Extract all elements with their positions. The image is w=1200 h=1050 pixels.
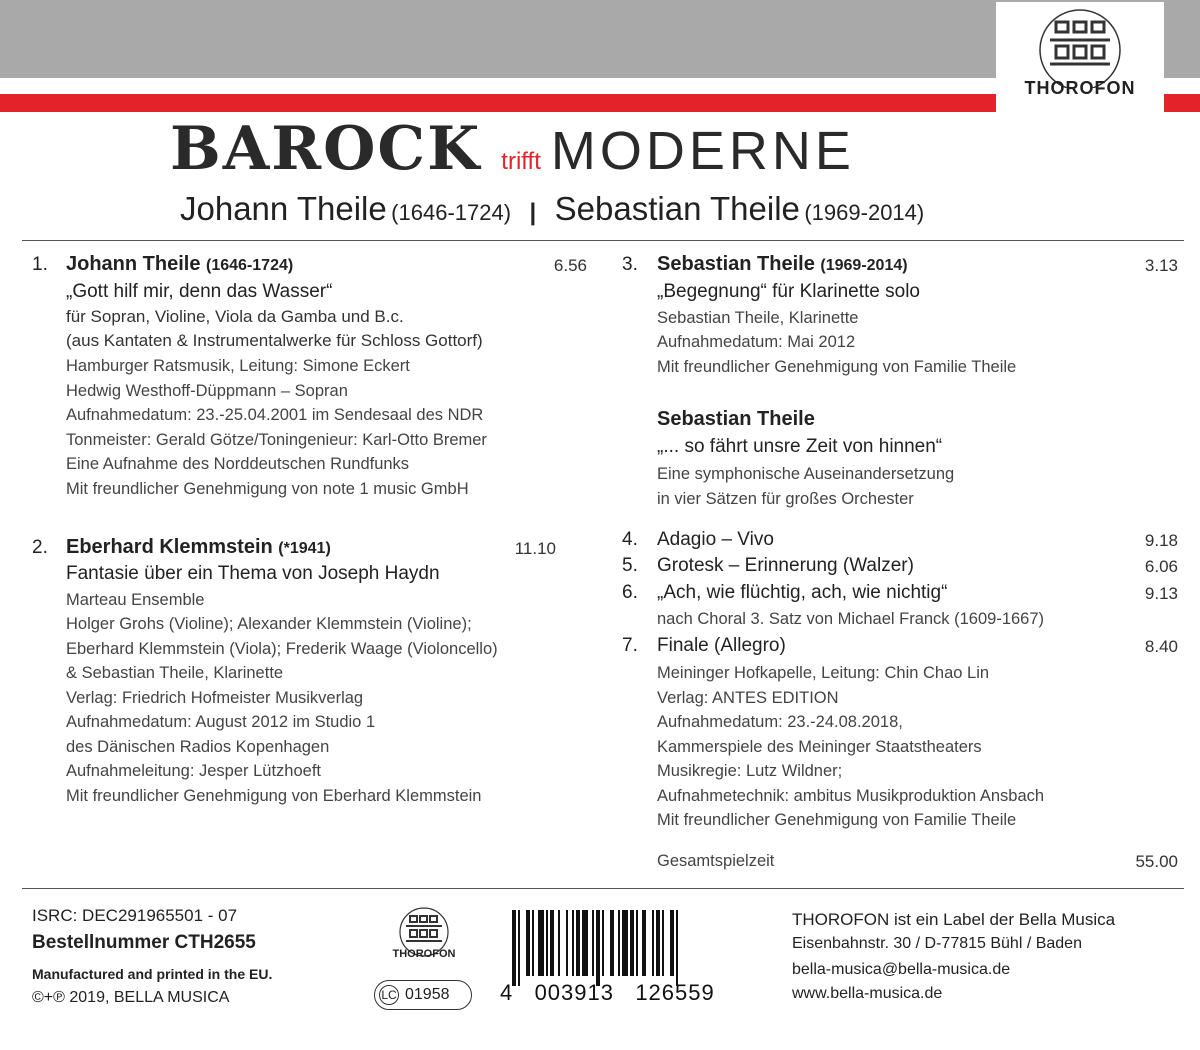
barcode-bar [610,910,614,976]
barcode-bar [622,910,628,976]
email-link[interactable]: bella-musica@bella-musica.de [792,961,1011,978]
barcode-bar [546,910,548,976]
title-part1: BAROCK [170,114,482,184]
title-connector: trifft [501,148,541,175]
barcode-bar [656,910,660,976]
track3-composer: Sebastian Theile (1969-2014) [657,253,908,275]
small-logo-text: THOROFON [392,948,456,960]
small-thorofon-logo [374,906,474,966]
barcode-bar [532,910,534,976]
track2-info: & Sebastian Theile, Klarinette [66,664,284,682]
symphony-credit: Kammerspiele des Meininger Staatstheaters [657,738,982,756]
symphony-credit: Musikregie: Lutz Wildner; [657,762,843,780]
track3-duration: 3.13 [1144,256,1178,275]
address-line: Eisenbahnstr. 30 / D-77815 Bühl / Baden [792,935,1082,952]
barcode-bar [602,910,604,976]
track3-info: Sebastian Theile, Klarinette [657,309,859,327]
subtitle-dates2: (1969-2014) [804,200,925,225]
track1-info: Mit freundlicher Genehmigung von note 1 music GmbH [66,480,469,498]
barcode-bar [538,910,544,976]
barcode [500,910,758,1005]
track2-info: des Dänischen Radios Kopenhagen [66,738,330,756]
label-line: THOROFON ist ein Label der Bella Musica [792,910,1116,929]
track6-note: nach Choral 3. Satz von Michael Franck (1609-1667) [657,610,1045,628]
track3-work: „Begegnung“ für Klarinette solo [657,281,920,302]
subtitle-composer1: Johann Theile [180,190,387,227]
logo-text: THOROFON [1024,78,1136,98]
barcode-bar [592,910,594,976]
track3-info: Aufnahmedatum: Mai 2012 [657,333,856,351]
track5-duration: 6.06 [1144,557,1178,576]
track1-sub1: für Sopran, Violine, Viola da Gamba und B.c. [66,307,404,326]
track2-info: Aufnahmedatum: August 2012 im Studio 1 [66,713,376,731]
track3-number: 3. [622,254,638,275]
rule-bottom [22,888,1184,889]
track1-info: Hamburger Ratsmusik, Leitung: Simone Eckert [66,357,410,375]
track5-number: 5. [622,555,638,576]
symphony-credit: Mit freundlicher Genehmigung von Familie Theile [657,811,1017,829]
lc-code-badge [374,980,472,1010]
symphony-credit: Aufnahmetechnik: ambitus Musikproduktion Ansbach [657,787,1045,805]
barcode-bar [526,910,530,976]
order-number: Bestellnummer CTH2655 [32,932,256,953]
track2-duration: 11.10 [514,539,556,558]
symphony-credit: Meininger Hofkapelle, Leitung: Chin Chao Lin [657,664,990,682]
barcode-bar [630,910,634,976]
barcode-bar [596,910,600,986]
symphony-info: Eine symphonische Auseinandersetzung [657,465,955,483]
track2-composer: Eberhard Klemmstein (*1941) [66,536,331,558]
track1-info: Tonmeister: Gerald Götze/Toningenieur: Karl-Otto Bremer [66,431,487,449]
symphony-composer: Sebastian Theile [657,408,815,430]
track5-title: Grotesk – Erinnerung (Walzer) [657,555,914,576]
total-time-value: 55.00 [1135,852,1178,871]
track7-number: 7. [622,635,638,656]
track2-info: Marteau Ensemble [66,591,205,609]
track1-duration: 6.56 [553,256,587,275]
barcode-digits: 4 003913 126559 [500,980,715,1005]
manufactured-note: Manufactured and printed in the EU. [32,966,273,982]
lc-number: 01958 [405,986,450,1003]
track4-title: Adagio – Vivo [657,529,774,550]
track1-info: Hedwig Westhoff-Düppmann – Sopran [66,382,348,400]
subtitle-composer2: Sebastian Theile [554,190,800,227]
track2-number: 2. [32,537,48,558]
track7-duration: 8.40 [1144,637,1178,656]
total-time-label: Gesamtspielzeit [657,852,775,870]
barcode-bar [558,910,560,976]
track3-info: Mit freundlicher Genehmigung von Familie Theile [657,358,1017,376]
barcode-bar [582,910,588,976]
symphony-credit: Aufnahmedatum: 23.-24.08.2018, [657,713,903,731]
track4-number: 4. [622,529,638,550]
track1-info: Eine Aufnahme des Norddeutschen Rundfunks [66,455,410,473]
track6-title: „Ach, wie flüchtig, ach, wie nichtig“ [657,582,948,603]
barcode-bar [642,910,646,976]
barcode-bar [676,910,678,986]
lc-prefix: LC [379,985,399,1005]
thorofon-logo [996,2,1164,112]
barcode-bar [550,910,554,976]
track2-work: Fantasie über ein Thema von Joseph Haydn [66,563,440,584]
track1-sub2: (aus Kantaten & Instrumentalwerke für Schloss Gottorf) [66,331,483,350]
barcode-bar [576,910,580,976]
barcode-bar [670,910,674,976]
subtitle-separator: | [529,199,537,226]
barcode-bar [618,910,620,976]
thorofon-emblem-icon [1020,8,1140,88]
title-part2: MODERNE [550,121,855,181]
album-title [170,114,855,186]
barcode-bar [662,910,664,976]
track1-number: 1. [32,254,48,275]
track2-info: Aufnahmeleitung: Jesper Lützhoeft [66,762,322,780]
track6-duration: 9.13 [1144,584,1178,603]
album-subtitle [180,190,924,228]
barcode-bar [636,910,638,976]
track7-title: Finale (Allegro) [657,635,786,656]
track1-work: „Gott hilf mir, denn das Wasser“ [66,281,333,302]
track1-info: Aufnahmedatum: 23.-25.04.2001 im Sendesaal des NDR [66,406,484,424]
symphony-info: in vier Sätzen für großes Orchester [657,490,914,508]
track2-info: Holger Grohs (Violine); Alexander Klemmstein (Violine); [66,615,472,633]
rule-top [22,240,1184,241]
symphony-work: „... so fährt unsre Zeit von hinnen“ [657,436,943,457]
barcode-bar [512,910,516,986]
barcode-bar [518,910,520,986]
track6-number: 6. [622,582,638,603]
isrc-code: ISRC: DEC291965501 - 07 [32,906,238,925]
barcode-bar [652,910,654,976]
copyright-note: ©+℗ 2019, BELLA MUSICA [32,989,230,1006]
track1-composer: Johann Theile (1646-1724) [66,253,294,275]
symphony-credit: Verlag: ANTES EDITION [657,689,839,707]
track2-info: Mit freundlicher Genehmigung von Eberhard Klemmstein [66,787,482,805]
track4-duration: 9.18 [1144,531,1178,550]
track2-info: Eberhard Klemmstein (Viola); Frederik Waage (Violoncello) [66,640,498,658]
barcode-bar [566,910,568,976]
barcode-bar [572,910,574,976]
web-link[interactable]: www.bella-musica.de [792,985,943,1002]
track2-info: Verlag: Friedrich Hofmeister Musikverlag [66,689,364,707]
subtitle-dates1: (1646-1724) [391,200,512,225]
